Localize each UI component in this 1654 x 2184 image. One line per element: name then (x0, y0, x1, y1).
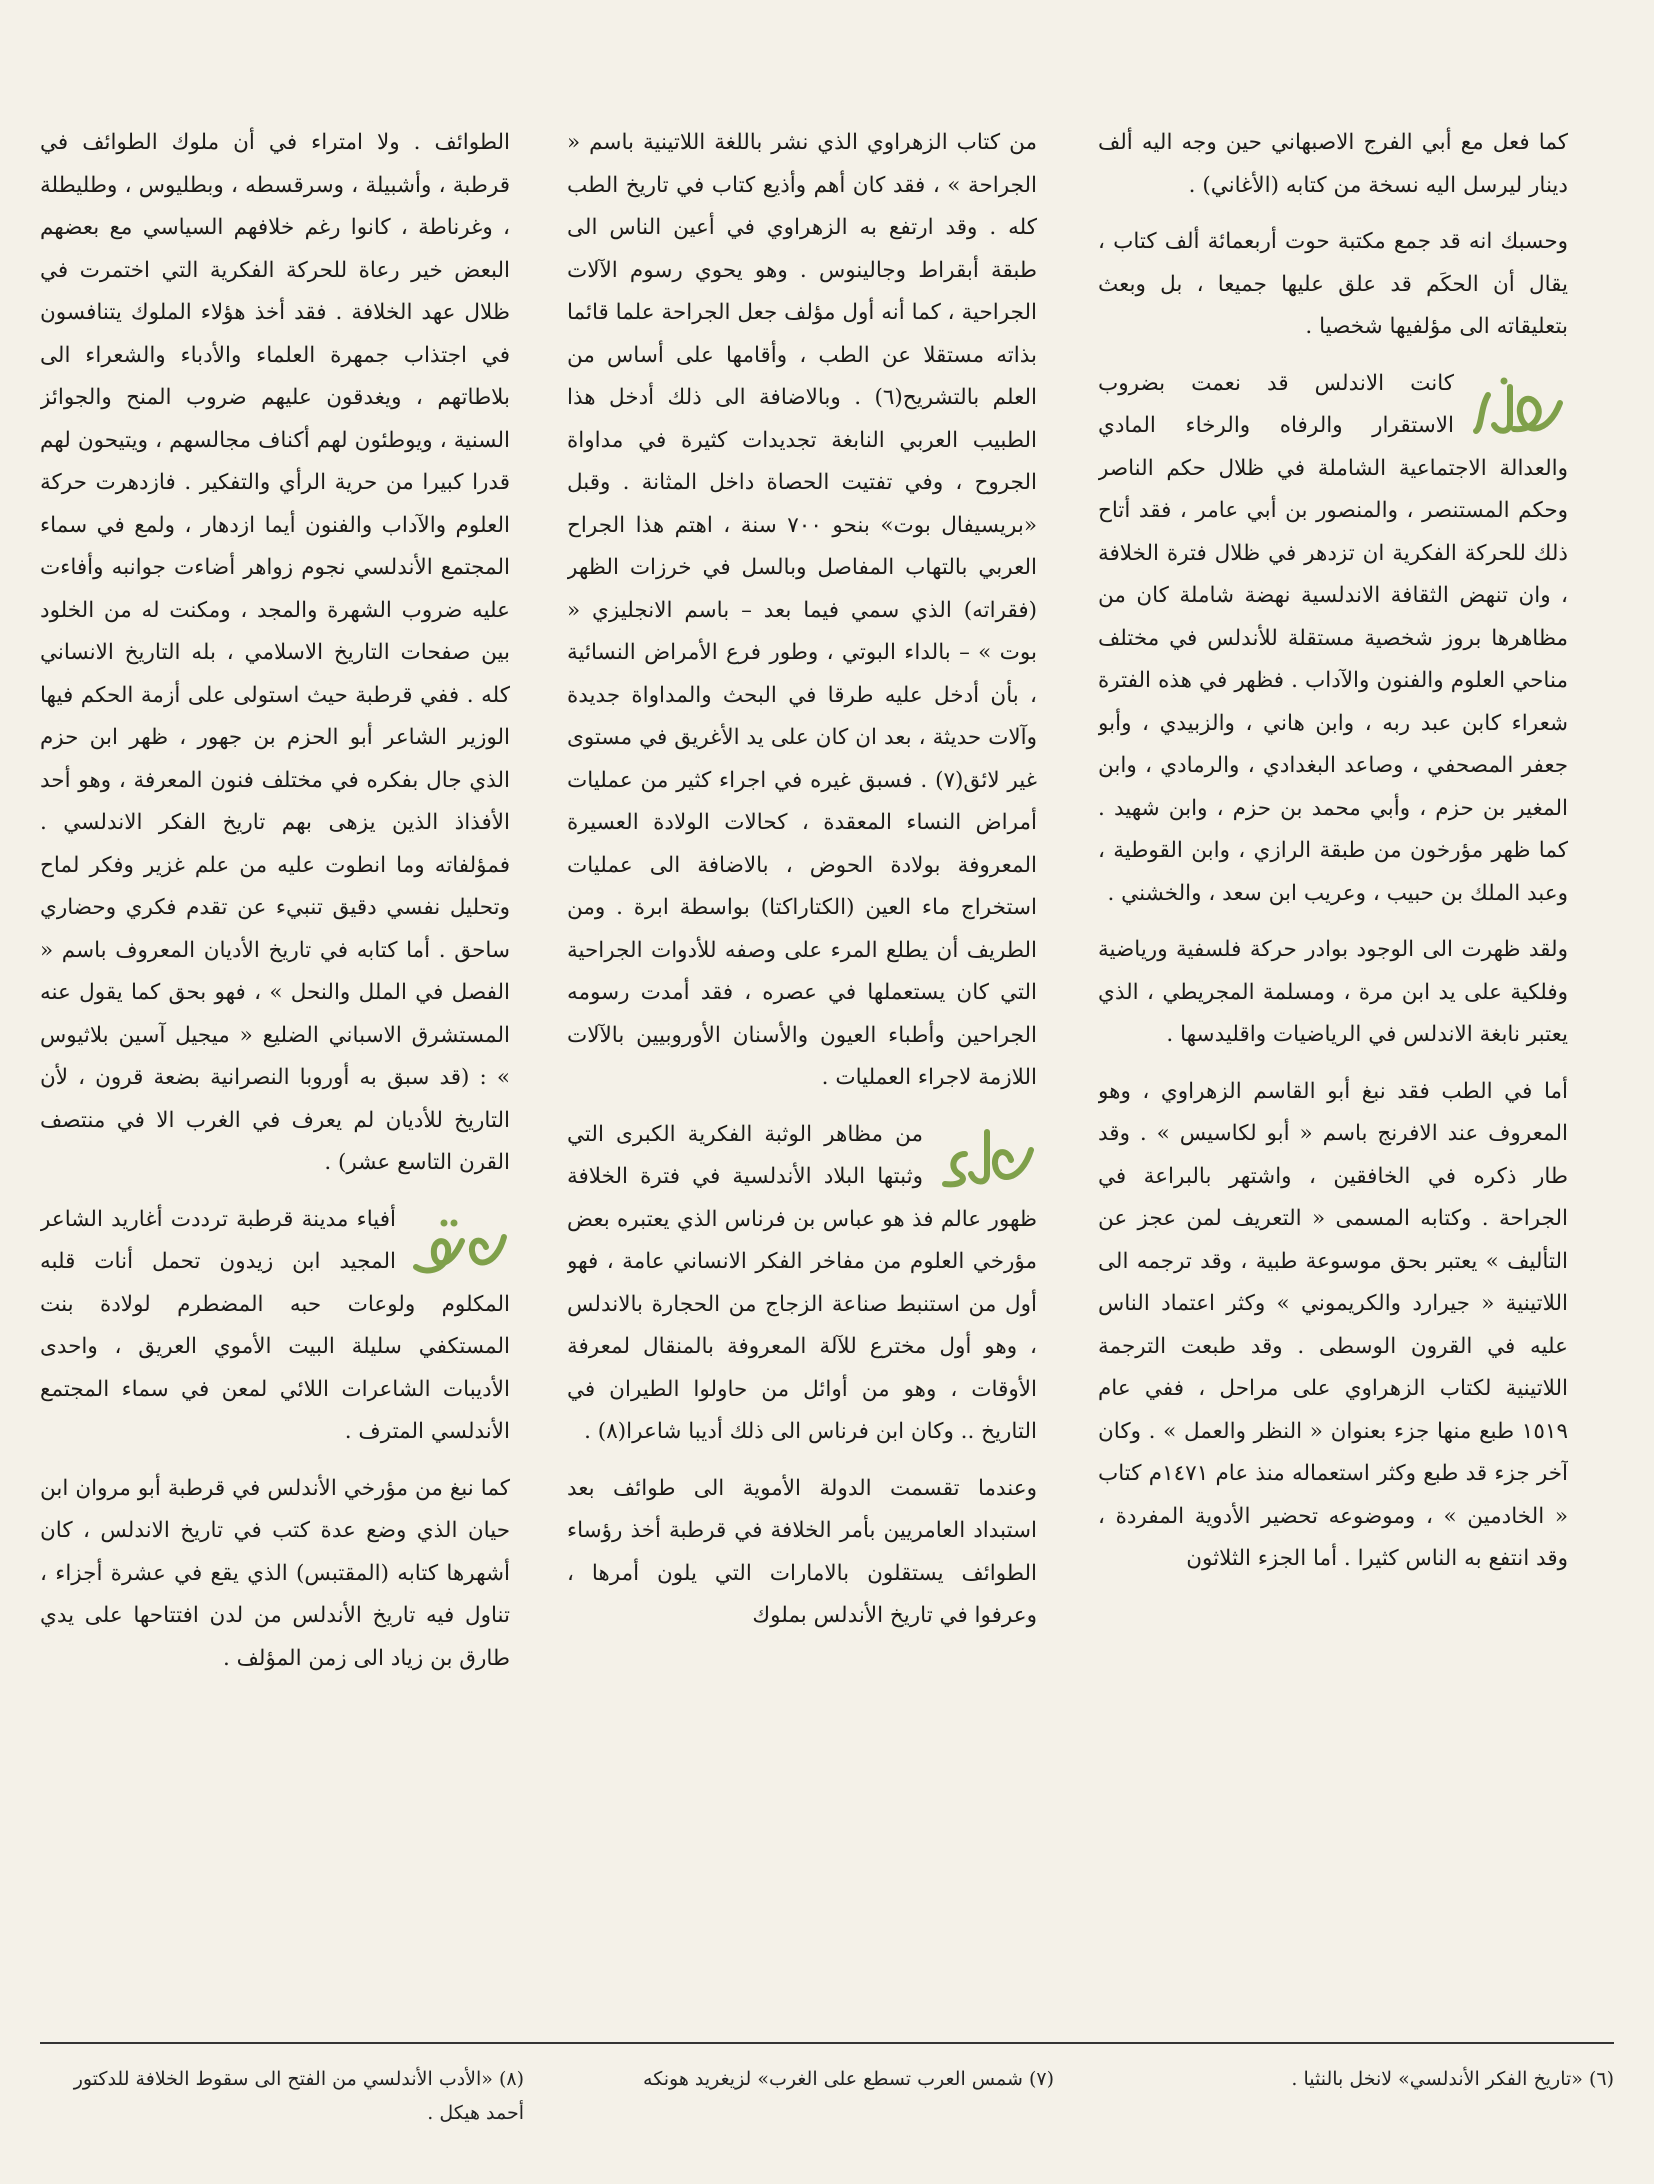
paragraph: الطوائف . ولا امتراء في أن ملوك الطوائف في قرطبة ، وأشبيلة ، وسرقسطه ، وبطليوس ، وطليطلة ، وغرناطة ، كانوا رغم خلافهم السياسي مع بعضهم البعض خير رعاة للحركة الفكرية التي اختمرت في ظلال عهد الخلافة . فقد أخذ هؤلاء الملوك يتنافسون في اجتذاب جمهرة العلماء والأدباء والشعراء الى بلاطاتهم ، ويغدقون عليهم ضروب المنح والجوائز السنية ، ويوطئون لهم أكناف مجالسهم ، ويتيحون لهم قدرا كبيرا من حرية الرأي والتفكير . فازدهرت حركة العلوم والآداب والفنون أيما ازدهار ، ولمع في سماء المجتمع الأندلسي نجوم زواهر أضاءت جوانبه وأفاءت عليه ضروب الشهرة والمجد ، ومكنت له من الخلود بين صفحات التاريخ الاسلامي ، بله التاريخ الانساني كله . ففي قرطبة حيث استولى على أزمة الحكم فيها الوزير الشاعر أبو الحزم بن جهور ، ظهر ابن حزم الذي جال بفكره في مختلف فنون المعرفة ، وهو أحد الأفذاذ الذين يزهى بهم تاريخ الفكر الاندلسي . فمؤلفاته وما انطوت عليه من علم غزير وفكر لماح وتحليل نفسي دقيق تنبيء عن تقدم فكري وحضاري ساحق . أما كتابه في تاريخ الأديان المعروف باسم « الفصل في الملل والنحل » ، فهو بحق كما يقول عنه المستشرق الاسباني الضليع « ميجيل آسين بلاثيوس » : (قد سبق به أوروبا النصرانية بضعة قرون ، لأن التاريخ للأديان لم يعرف في الغرب الا في منتصف القرن التاسع عشر) . (40, 130, 510, 1175)
dropcap-paragraph (40, 1199, 510, 1454)
paragraph: من مظاهر الوثبة الفكرية الكبرى التي وثبتها البلاد الأندلسية في فترة الخلافة ظهور عالم فذ هو عباس بن فرناس الذي يعتبره بعض مؤرخي العلوم من مفاخر الفكر الانساني عامة ، فهو أول من استنبط صناعة الزجاج من الحجارة بالاندلس ، وهو أول مخترع للآلة المعروفة بالمنقال لمعرفة الأوقات ، وهو من أوائل من حاولوا الطيران في التاريخ .. وكان ابن فرناس الى ذلك أديبا شاعرا(٨) . (567, 1121, 1037, 1444)
footnote-6: (٦) «تاريخ الفكر الأندلسي» لانخل بالنثيا . (1291, 2068, 1614, 2090)
paragraph: من كتاب الزهراوي الذي نشر باللغة اللاتينية باسم « الجراحة » ، فقد كان أهم وأذيع كتاب في تاريخ الطب كله . وقد ارتفع به الزهراوي في أعين الناس الى طبقة أبقراط وجالينوس . وهو يحوي رسوم الآلات الجراحية ، كما أنه أول مؤلف جعل الجراحة علما قائما بذاته مستقلا عن الطب ، وأقامها على أساس من العلم بالتشريح(٦) . وبالاضافة الى ذلك أدخل هذا الطبيب العربي النابغة تجديدات كثيرة في مداواة الجروح ، وفي تفتيت الحصاة داخل المثانة . وقبل «بريسيفال بوت» بنحو ٧٠٠ سنة ، اهتم هذا الجراح العربي بالتهاب المفاصل وبالسل في خرزات الظهر (فقراته) الذي سمي فيما بعد – باسم الانجليزي « بوت » – بالداء البوتي ، وطور فرع الأمراض النسائية ، بأن أدخل عليه طرقا في البحث والمداواة جديدة وآلات حديثة ، بعد ان كان على يد الأغريق في مستوى غير لائق(٧) . فسبق غيره في اجراء كثير من عمليات أمراض النساء المعقدة ، كحالات الولادة العسيرة المعروفة بولادة الحوض ، بالاضافة الى عمليات استخراج ماء العين (الكتاراكتا) بواسطة ابرة . ومن الطريف أن يطلع المرء على وصفه للأدوات الجراحية التي كان يستعملها في عصره ، فقد أمدت رسومه الجراحين وأطباء العيون والأسنان الأوروبيين بالآلات اللازمة لاجراء العمليات . (567, 130, 1037, 1090)
paragraph: كما فعل مع أبي الفرج الاصبهاني حين وجه اليه ألف دينار ليرسل اليه نسخة من كتابه (الأغاني) . (1098, 130, 1568, 198)
paragraph: ولقد ظهرت الى الوجود بوادر حركة فلسفية ورياضية وفلكية على يد ابن مرة ، ومسلمة المجريطي ، الذي يعتبر نابغة الاندلس في الرياضيات واقليدسها . (1098, 937, 1568, 1047)
footnotes (40, 2042, 1614, 2154)
dropcap-decorative-word (410, 1209, 510, 1281)
paragraph: كانت الاندلس قد نعمت بضروب الاستقرار والرفاه والرخاء المادي والعدالة الاجتماعية الشاملة في ظلال حكم الناصر وحكم المستنصر ، والمنصور بن أبي عامر ، فقد أتاح ذلك للحركة الفكرية ان تزدهر في ظلال فترة الخلافة ، وان تنهض الثقافة الاندلسية نهضة شاملة كان من مظاهرها بروز شخصية مستقلة للأندلس في مختلف مناحي العلوم والفنون والآداب . فظهر في هذه الفترة شعراء كابن عبد ربه ، وابن هاني ، والزبيدي ، وأبو جعفر المصحفي ، وصاعد البغدادي ، والرمادي ، وابن المغير بن حزم ، وأبي محمد بن حزم ، وابن شهيد . كما ظهر مؤرخون من طبقة الرازي ، وابن القوطية ، وعبد الملك بن حبيب ، وعريب ابن سعد ، والخشني . (1098, 370, 1568, 906)
paragraph: أما في الطب فقد نبغ أبو القاسم الزهراوي ، وهو المعروف عند الافرنج باسم « أبو لكاسيس » . وقد طار ذكره في الخافقين ، واشتهر بالبراعة في الجراحة . وكتابه المسمى « التعريف لمن عجز عن التأليف » يعتبر بحق موسوعة طبية ، وقد ترجمه الى اللاتينية « جيرارد والكريموني » وكثر اعتماد الناس عليه في القرون الوسطى . وقد طبعت الترجمة اللاتينية لكتاب الزهراوي على مراحل ، ففي عام ١٥١٩ طبع منها جزء بعنوان « النظر والعمل » . وكان آخر جزء قد طبع وكثر استعماله منذ عام ١٤٧١م كتاب « الخادمين » ، وموضوعه تحضير الأدوية المفردة ، وقد انتفع به الناس كثيرا . أما الجزء الثلاثون (1098, 1078, 1568, 1571)
dropcap-calligraphy-icon (1468, 373, 1568, 445)
dropcap-decorative-word (937, 1124, 1037, 1196)
column-right (1098, 122, 1568, 2032)
dropcap-calligraphy-icon (937, 1124, 1037, 1196)
footnote-7: (٧) شمس العرب تسطع على الغرب» لزيغريد هونكه (643, 2068, 1054, 2090)
paragraph: وعندما تقسمت الدولة الأموية الى طوائف بعد استبداد العامريين بأمر الخلافة في قرطبة أخذ رؤساء الطوائف يستقلون بالامارات التي يلون أمرها ، وعرفوا في تاريخ الأندلس بملوك (567, 1475, 1037, 1628)
paragraph: أفياء مدينة قرطبة ترددت أغاريد الشاعر المجيد ابن زيدون تحمل أنات قلبه المكلوم ولوعات حبه المضطرم لولادة بنت المستكفي سليلة البيت الأموي العريق ، واحدى الأديبات الشاعرات اللائي لمعن في سماء المجتمع الأندلسي المترف . (40, 1206, 510, 1444)
dropcap-paragraph (567, 1114, 1037, 1454)
paragraph: كما نبغ من مؤرخي الأندلس في قرطبة أبو مروان ابن حيان الذي وضع عدة كتب في تاريخ الاندلس ، كان أشهرها كتابه (المقتبس) الذي يقع في عشرة أجزاء ، تناول فيه تاريخ الأندلس من لدن افتتاحها على يدي طارق بن زياد الى زمن المؤلف . (40, 1475, 510, 1671)
footnote-8: (٨) «الأدب الأندلسي من الفتح الى سقوط الخلافة للدكتور أحمد هيكل . (73, 2068, 524, 2124)
column-middle (567, 122, 1037, 2032)
paragraph: وحسبك انه قد جمع مكتبة حوت أربعمائة ألف كتاب ، يقال أن الحكَم قد علق عليها جميعا ، بل وبعث بتعليقاته الى مؤلفيها شخصيا . (1098, 229, 1568, 339)
dropcap-calligraphy-icon (410, 1209, 510, 1281)
dropcap-paragraph (1098, 363, 1568, 916)
column-left (40, 122, 510, 2032)
dropcap-decorative-word (1468, 373, 1568, 445)
